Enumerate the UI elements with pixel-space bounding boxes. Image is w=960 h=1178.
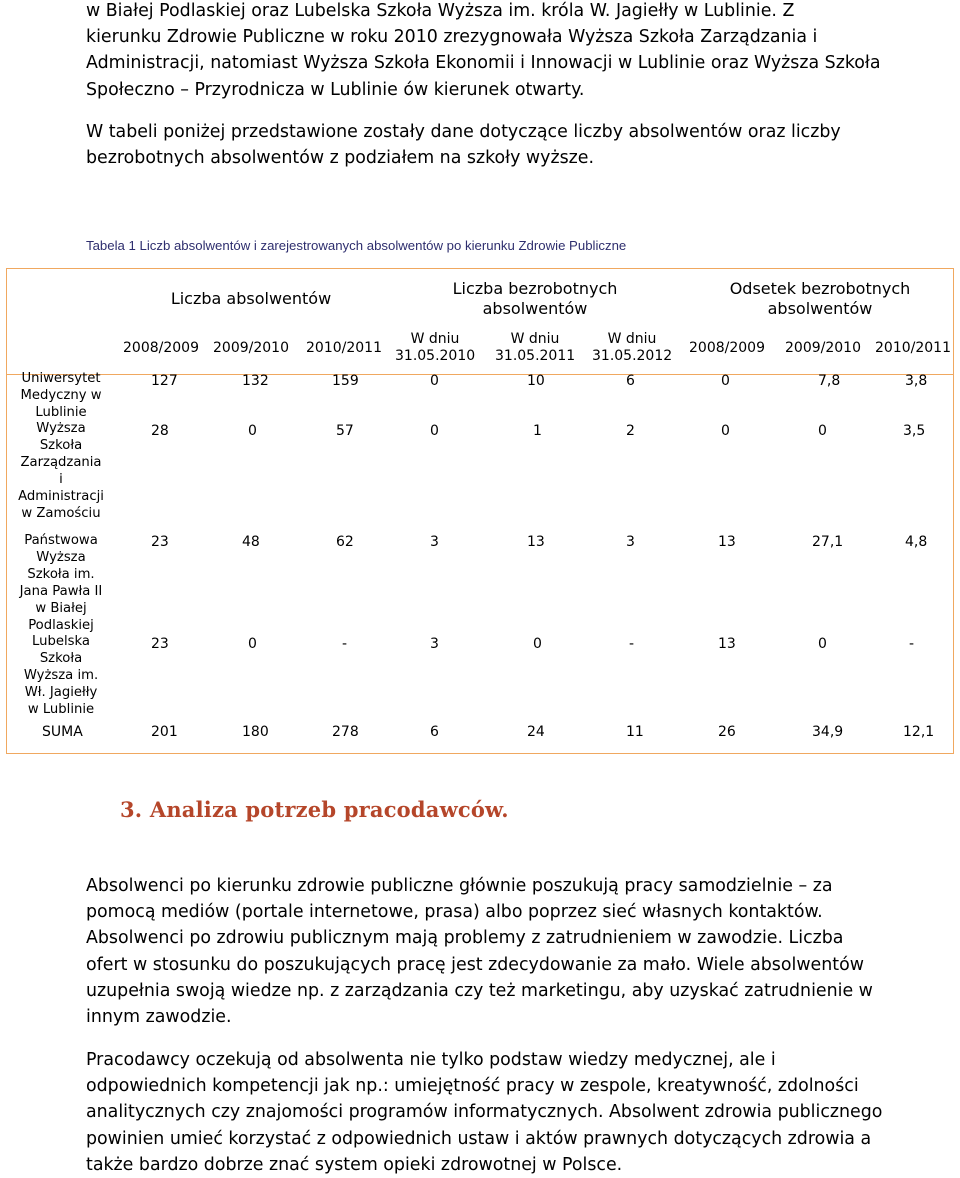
sum-cell: 24	[527, 724, 545, 740]
header-rate-line2: absolwentów	[767, 299, 873, 318]
table-cell: -	[629, 636, 635, 652]
header-rate-line1: Odsetek bezrobotnych	[729, 279, 911, 298]
paragraph-line: Absolwenci po zdrowiu publicznym mają problemy z zatrudnieniem w zawodzie. Liczba	[86, 928, 844, 949]
section-heading: 3. Analiza potrzeb pracodawców.	[120, 797, 509, 822]
table-cell: 0	[248, 423, 257, 439]
table-cell: 3	[430, 636, 439, 652]
table-cell: 0	[818, 423, 827, 439]
table-cell: 6	[626, 373, 635, 389]
table-cell: 0	[721, 423, 730, 439]
table-caption: Tabela 1 Liczb absolwentów i zarejestrowanych absolwentów po kierunku Zdrowie Publiczne	[86, 238, 627, 253]
table-cell: 2	[626, 423, 635, 439]
sum-cell: 180	[242, 724, 269, 740]
paragraph-line: Administracji, natomiast Wyższa Szkoła Ekonomii i Innowacji w Lublinie oraz Wyższa Szkoła	[86, 53, 881, 74]
table-cell: 132	[242, 373, 269, 389]
paragraph-line: Absolwenci po kierunku zdrowie publiczne głównie poszukują pracy samodzielnie – za	[86, 876, 833, 896]
table-cell: 3	[626, 534, 635, 550]
subheader-year: 2008/2009	[123, 340, 199, 356]
paragraph-line: W tabeli poniżej przedstawione zostały dane dotyczące liczby absolwentów oraz liczby	[86, 122, 841, 142]
subheader-year: 2008/2009	[689, 340, 765, 356]
subheader-year: 2009/2010	[785, 340, 861, 356]
row-label: Uniwersytet Medyczny w Lublinie	[20, 371, 102, 420]
paragraph-line: kierunku Zdrowie Publiczne w roku 2010 zrezygnowała Wyższa Szkoła Zarządzania i	[86, 27, 818, 48]
table-cell: 13	[718, 534, 736, 550]
table-cell: 0	[248, 636, 257, 652]
table-border-bottom	[6, 753, 954, 754]
table-cell: 62	[336, 534, 354, 550]
subheader-date: W dniu 31.05.2012	[592, 331, 673, 364]
table-cell: 10	[527, 373, 545, 389]
table-cell: 3,8	[905, 373, 928, 389]
paragraph-line: bezrobotnych absolwentów z podziałem na szkoły wyższe.	[86, 148, 594, 169]
sum-cell: 26	[718, 724, 736, 740]
paragraph-line: Pracodawcy oczekują od absolwenta nie tylko podstaw wiedzy medycznej, ale i	[86, 1050, 776, 1070]
sum-cell: 11	[626, 724, 644, 740]
table-cell: 4,8	[905, 534, 928, 550]
subheader-year: 2010/2011	[306, 340, 382, 356]
table-cell: -	[909, 636, 915, 652]
table-border-left	[6, 268, 7, 754]
sum-cell: 12,1	[903, 724, 935, 740]
table-cell: 0	[721, 373, 730, 389]
intro-paragraph	[86, 119, 926, 171]
paragraph-line: uzupełnia swoją wiedze np. z zarządzania czy też marketingu, aby uzyskać zatrudnienie w	[86, 980, 873, 1001]
table-cell: 23	[151, 534, 169, 550]
header-unemployed-line2: absolwentów	[482, 299, 588, 318]
paragraph-line: ofert w stosunku do poszukujących pracę jest zdecydowanie za mało. Wiele absolwentów	[86, 954, 864, 975]
table-cell: 13	[718, 636, 736, 652]
table-cell: 23	[151, 636, 169, 652]
table-cell: 3,5	[903, 423, 926, 439]
table-cell: 3	[430, 534, 439, 550]
table-cell: 127	[151, 373, 178, 389]
sum-cell: 278	[332, 724, 359, 740]
subheader-date: W dniu 31.05.2010	[395, 331, 476, 364]
subheader-year: 2010/2011	[875, 340, 951, 356]
table-cell: 1	[533, 423, 542, 439]
paragraph-line: powinien umieć korzystać z odpowiednich ustaw i aktów prawnych dotyczących zdrowia a	[86, 1128, 872, 1149]
table-cell: 7,8	[818, 373, 841, 389]
paragraph-line: analitycznych czy znajomości programów informatycznych. Absolwent zdrowia publicznego	[86, 1102, 883, 1123]
top-paragraph	[86, 0, 926, 103]
table-border-top	[6, 268, 954, 269]
paragraph-line: innym zawodzie.	[86, 1007, 232, 1028]
table-cell: 48	[242, 534, 260, 550]
table-cell: -	[342, 636, 348, 652]
paragraph-line: w Białej Podlaskiej oraz Lubelska Szkoła Wyższa im. króla W. Jagiełły w Lublinie. Z	[86, 1, 795, 21]
header-rate	[700, 279, 940, 319]
table-cell: 159	[332, 373, 359, 389]
header-unemployed	[420, 279, 650, 319]
sum-label: SUMA	[42, 724, 83, 740]
table-cell: 0	[430, 423, 439, 439]
table-row-divider	[6, 374, 954, 375]
table-cell: 57	[336, 423, 354, 439]
sum-cell: 6	[430, 724, 439, 740]
paragraph-line: odpowiednich kompetencji jak np.: umiejętność pracy w zespole, kreatywność, zdolności	[86, 1076, 859, 1097]
paragraph-line: pomocą mediów (portale internetowe, prasa) albo poprzez sieć własnych kontaktów.	[86, 902, 823, 923]
row-label: Państwowa Wyższa Szkoła im. Jana Pawła II w Białej Podlaskiej	[19, 533, 103, 633]
row-label: Wyższa Szkoła Zarządzania i Administracji w Zamościu	[18, 421, 104, 521]
table-cell: 0	[533, 636, 542, 652]
table-cell: 0	[818, 636, 827, 652]
sum-cell: 201	[151, 724, 178, 740]
table-cell: 0	[430, 373, 439, 389]
sum-cell: 34,9	[812, 724, 844, 740]
subheader-year: 2009/2010	[213, 340, 289, 356]
table-cell: 27,1	[812, 534, 844, 550]
header-unemployed-line1: Liczba bezrobotnych	[452, 279, 618, 298]
table-cell: 28	[151, 423, 169, 439]
data-table	[6, 268, 954, 754]
header-graduates: Liczba absolwentów	[170, 289, 332, 308]
subheader-date: W dniu 31.05.2011	[495, 331, 576, 364]
table-cell: 13	[527, 534, 545, 550]
analysis-paragraph-2	[86, 1047, 926, 1178]
row-label: Lubelska Szkoła Wyższa im. Wł. Jagiełły w Lublinie	[23, 634, 99, 717]
paragraph-line: Społeczno – Przyrodnicza w Lublinie ów kierunek otwarty.	[86, 79, 585, 100]
paragraph-line: także bardzo dobrze znać system opieki zdrowotnej w Polsce.	[86, 1154, 623, 1175]
analysis-paragraph-1	[86, 873, 926, 1030]
